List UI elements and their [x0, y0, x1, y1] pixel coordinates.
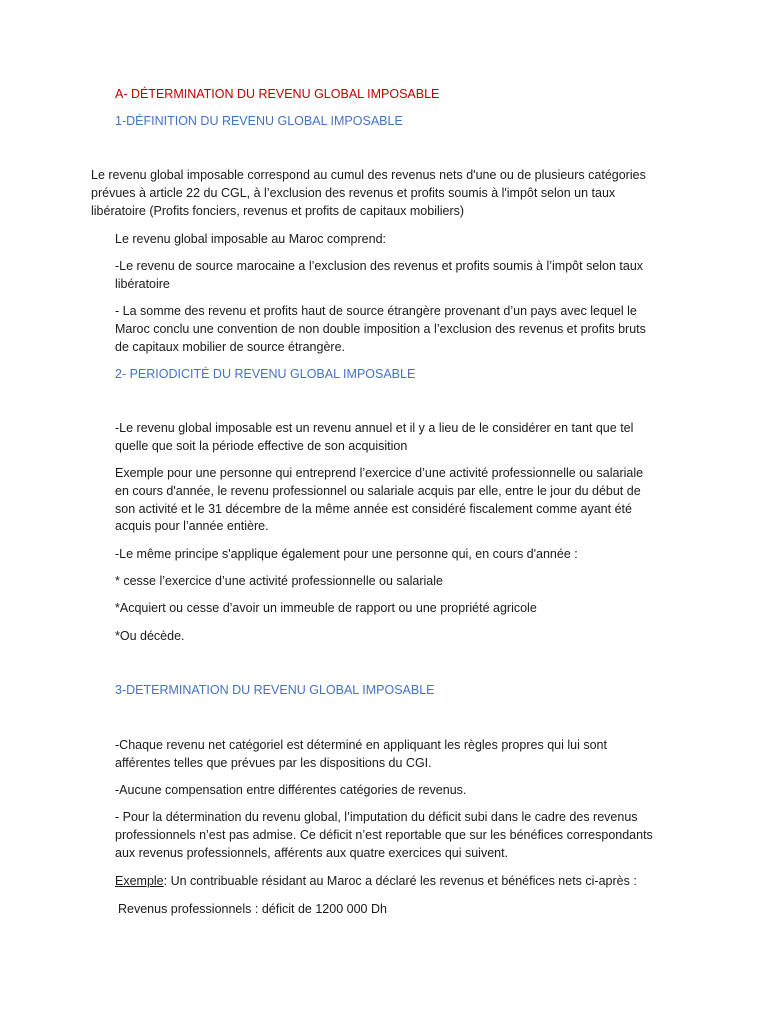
s2-bullet-2: *Acquiert ou cesse d’avoir un immeuble de rapport ou une propriété agricole: [115, 601, 537, 615]
item1-line-2: libératoire: [115, 277, 170, 291]
item2-line-2: Maroc conclu une convention de non double imposition a l’exclusion des revenus et profits bruts: [115, 322, 646, 336]
s2-bullet-1: * cesse l’exercice d’une activité professionnelle ou salariale: [115, 574, 443, 588]
section3-heading: 3-DETERMINATION DU REVENU GLOBAL IMPOSABLE: [115, 683, 435, 697]
s3-para3-line-2: professionnels n’est pas admise. Ce déficit n’est reportable que sur les bénéfices correspondants: [115, 828, 653, 842]
main-title: A- DÉTERMINATION DU REVENU GLOBAL IMPOSABLE: [115, 87, 440, 101]
example-label: Exemple: [115, 874, 164, 888]
intro-line-1: Le revenu global imposable correspond au cumul des revenus nets d'une ou de plusieurs catégories: [91, 168, 646, 182]
intro-line-2: prévues à article 22 du CGL, à l’exclusion des revenus et profits soumis à l'impôt selon un taux: [91, 186, 616, 200]
s3-para3-line-1: - Pour la détermination du revenu global, l’imputation du déficit subi dans le cadre des revenus: [115, 810, 638, 824]
item1-line-1: -Le revenu de source marocaine a l’exclusion des revenus et profits soumis à l’impôt selon taux: [115, 259, 644, 273]
section1-heading: 1-DÉFINITION DU REVENU GLOBAL IMPOSABLE: [115, 114, 403, 128]
item2-line-3: de capitaux mobilier de source étrangère.: [115, 340, 345, 354]
s2-para3: -Le même principe s'applique également pour une personne qui, en cours d'année :: [115, 547, 578, 561]
intro-line-3: libératoire (Profits fonciers, revenus et profits de capitaux mobiliers): [91, 204, 465, 218]
s3-para1-line-1: -Chaque revenu net catégoriel est déterminé en appliquant les règles propres qui lui sont: [115, 738, 607, 752]
s3-para3-line-3: aux revenus professionnels, afférents aux quatre exercices qui suivent.: [115, 846, 509, 860]
s2-para1-line-2: quelle que soit la période effective de son acquisition: [115, 439, 408, 453]
s2-para2-line-1: Exemple pour une personne qui entreprend l’exercice d’une activité professionnelle ou salariale: [115, 466, 644, 480]
s2-para2-line-4: acquis pour l’année entière.: [115, 519, 269, 533]
s2-para2-line-3: son activité et le 31 décembre de la même année est considéré fiscalement comme ayant été: [115, 502, 632, 516]
comprend-line: Le revenu global imposable au Maroc comprend:: [115, 232, 386, 246]
example-line: [115, 873, 637, 891]
example-revenue-line: Revenus professionnels : déficit de 1200 000 Dh: [118, 902, 387, 916]
s2-bullet-3: *Ou décède.: [115, 629, 185, 643]
item2-line-1: - La somme des revenu et profits haut de source étrangère provenant d’un pays avec lequel le: [115, 304, 637, 318]
s2-para2-line-2: en cours d'année, le revenu professionnel ou salariale acquis par elle, entre le jour du début de: [115, 484, 641, 498]
s3-para1-line-2: afférentes telles que prévues par les dispositions du CGI.: [115, 756, 432, 770]
s3-para2: -Aucune compensation entre différentes catégories de revenus.: [115, 783, 467, 797]
example-text: : Un contribuable résidant au Maroc a déclaré les revenus et bénéfices nets ci-après :: [163, 874, 637, 888]
section2-heading: 2- PERIODICITÉ DU REVENU GLOBAL IMPOSABLE: [115, 367, 416, 381]
s2-para1-line-1: -Le revenu global imposable est un revenu annuel et il y a lieu de le considérer en tant que tel: [115, 421, 634, 435]
